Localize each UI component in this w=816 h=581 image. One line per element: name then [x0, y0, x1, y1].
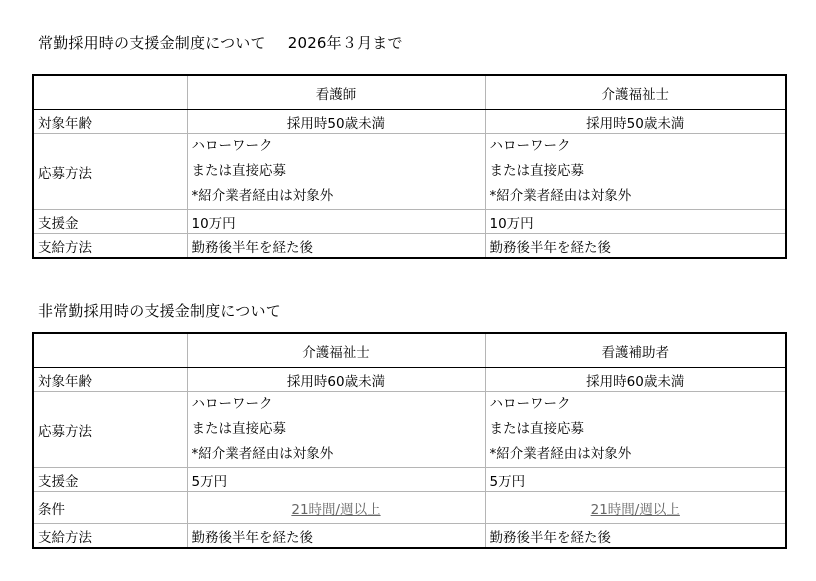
condition-link[interactable]: 21時間/週以上: [291, 501, 381, 518]
cell-amount-care-worker: 10万円: [485, 210, 786, 234]
table-row-amount: [33, 210, 786, 234]
row-label-amount: 支援金: [33, 468, 187, 492]
row-label-payment: 支給方法: [33, 234, 187, 259]
table-row-condition: [33, 492, 786, 524]
header-care-worker: 介護福祉士: [485, 75, 786, 110]
row-label-application: 応募方法: [33, 134, 187, 210]
application-note: *紹介業者経由は対象外: [489, 446, 632, 462]
row-label-age: 対象年齢: [33, 110, 187, 134]
application-note: *紹介業者経由は対象外: [191, 446, 334, 462]
cell-payment-nursing-assistant: 勤務後半年を経た後: [485, 524, 786, 549]
application-line: または直接応募: [489, 163, 584, 179]
header-empty-cell: [33, 75, 187, 110]
cell-age-nurse: 採用時50歳未満: [187, 110, 485, 134]
row-label-payment: 支給方法: [33, 524, 187, 549]
row-label-age: 対象年齢: [33, 368, 187, 392]
row-label-amount: 支援金: [33, 210, 187, 234]
application-line: または直接応募: [489, 421, 584, 437]
table-header-row: [33, 75, 786, 110]
header-care-worker: 介護福祉士: [187, 333, 485, 368]
table-row-payment: [33, 234, 786, 259]
application-note: *紹介業者経由は対象外: [489, 188, 632, 204]
header-nurse: 看護師: [187, 75, 485, 110]
cell-application-nurse: [187, 134, 485, 210]
row-label-application: 応募方法: [33, 392, 187, 468]
parttime-title-text: 非常勤採用時の支援金制度について: [38, 302, 281, 320]
table-row-application: [33, 392, 786, 468]
cell-amount-care-worker: 5万円: [187, 468, 485, 492]
table-row-amount: [33, 468, 786, 492]
table-header-row: [33, 333, 786, 368]
parttime-section-title: [38, 300, 281, 321]
header-nursing-assistant: 看護補助者: [485, 333, 786, 368]
table-row-age: [33, 368, 786, 392]
cell-payment-care-worker: 勤務後半年を経た後: [485, 234, 786, 259]
cell-age-care-worker: 採用時60歳未満: [187, 368, 485, 392]
application-line: または直接応募: [191, 163, 286, 179]
header-empty-cell: [33, 333, 187, 368]
cell-application-care-worker: [187, 392, 485, 468]
cell-age-nursing-assistant: 採用時60歳未満: [485, 368, 786, 392]
fulltime-title-text: 常勤採用時の支援金制度について: [38, 34, 266, 52]
row-label-condition: 条件: [33, 492, 187, 524]
application-line: ハローワーク: [191, 396, 273, 412]
cell-application-nursing-assistant: [485, 392, 786, 468]
cell-age-care-worker: 採用時50歳未満: [485, 110, 786, 134]
cell-payment-nurse: 勤務後半年を経た後: [187, 234, 485, 259]
cell-amount-nursing-assistant: 5万円: [485, 468, 786, 492]
cell-amount-nurse: 10万円: [187, 210, 485, 234]
fulltime-section-title: [38, 32, 403, 53]
table-row-age: [33, 110, 786, 134]
cell-payment-care-worker: 勤務後半年を経た後: [187, 524, 485, 549]
application-line: または直接応募: [191, 421, 286, 437]
table-row-application: [33, 134, 786, 210]
application-line: ハローワーク: [191, 138, 273, 154]
application-line: ハローワーク: [489, 396, 571, 412]
cell-condition-nursing-assistant: [485, 492, 786, 524]
application-note: *紹介業者経由は対象外: [191, 188, 334, 204]
application-line: ハローワーク: [489, 138, 571, 154]
condition-link[interactable]: 21時間/週以上: [590, 501, 680, 518]
parttime-support-table: [32, 332, 787, 549]
fulltime-support-table: [32, 74, 787, 259]
cell-condition-care-worker: [187, 492, 485, 524]
cell-application-care-worker: [485, 134, 786, 210]
fulltime-deadline: 2026年３月まで: [287, 34, 403, 52]
table-row-payment: [33, 524, 786, 549]
